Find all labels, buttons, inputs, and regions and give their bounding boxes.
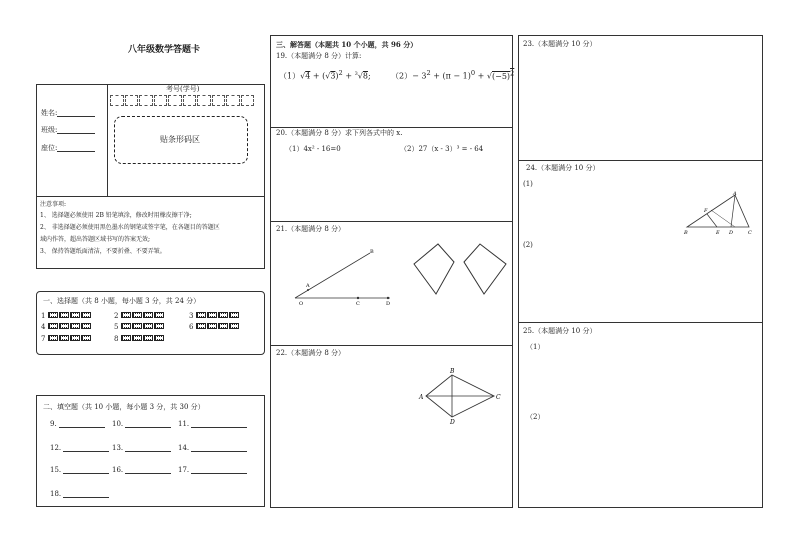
exam-number-cells[interactable] <box>110 95 255 106</box>
blank-line <box>125 445 171 452</box>
q24-part2: (2) <box>523 241 533 249</box>
q20-part2: （2）27（x - 3）³ = - 64 <box>400 145 484 153</box>
q22-heading: 22.（本题满分 8 分） <box>276 349 346 357</box>
label-C: C <box>496 394 501 401</box>
info-divider <box>107 84 108 197</box>
q21-angle-figure <box>290 245 400 305</box>
blank-line <box>191 445 247 452</box>
label-B: B <box>684 230 688 236</box>
blank-line <box>191 467 247 474</box>
exam-number-cell[interactable] <box>183 95 197 106</box>
choice-question: 8 <box>114 335 165 343</box>
answer-bubbles[interactable] <box>196 312 240 320</box>
name-line <box>57 110 95 117</box>
fill-section-title: 二、填空题（共 10 小题，每小题 3 分，共 30 分） <box>43 403 205 411</box>
answer-bubbles[interactable] <box>121 312 165 320</box>
exam-number-cell[interactable] <box>212 95 226 106</box>
class-field[interactable] <box>41 127 95 134</box>
q21-quadrilaterals-figure <box>412 240 508 298</box>
label-D: D <box>386 301 391 307</box>
label-E: E <box>716 230 720 236</box>
blank-line <box>191 421 247 428</box>
notes-line: 2、 非选择题必须使用黑色墨水的钢笔或签字笔，在各题目的答题区 <box>40 224 220 231</box>
page-title: 八年级数学答题卡 <box>128 45 201 55</box>
q24-part1: (1) <box>523 180 533 188</box>
q21-heading: 21.（本题满分 8 分） <box>276 225 346 233</box>
blank-line <box>63 491 109 498</box>
seat-label: 座位: <box>41 144 58 152</box>
answer-bubbles[interactable] <box>48 323 92 331</box>
q25-heading: 25.（本题满分 10 分） <box>523 327 597 335</box>
answer-bubbles[interactable] <box>196 323 240 331</box>
exam-number-cell[interactable] <box>226 95 240 106</box>
divider <box>518 322 763 323</box>
label-C: C <box>748 230 752 236</box>
choice-question: 4 <box>41 323 92 331</box>
label-F: F <box>704 208 708 214</box>
blank-item[interactable]: 9. <box>50 421 105 428</box>
q20-heading: 20.（本题满分 8 分）求下列各式中的 x. <box>276 129 403 137</box>
notes-heading: 注意事项: <box>40 201 67 208</box>
q20-part1: （1）4x² - 16=0 <box>285 145 341 153</box>
blank-line <box>125 467 171 474</box>
label-A: A <box>306 283 310 289</box>
exam-number-cell[interactable] <box>241 95 255 106</box>
exam-number-label: 考号(学号) <box>166 85 200 93</box>
q24-triangle-figure <box>683 191 755 235</box>
notes-line: 3、 保持答题纸面清洁，不要折叠、不要弄皱。 <box>40 248 166 255</box>
barcode-label: 贴条形码区 <box>160 135 200 144</box>
blank-line <box>59 421 105 428</box>
answer-column-right <box>518 35 763 508</box>
q22-rhombus-figure <box>418 366 504 426</box>
notes-line: 1、 选择题必须使用 2B 铅笔填涂，修改时用橡皮擦干净; <box>40 212 192 219</box>
choice-section-title: 一、选择题（共 8 小题，每小题 3 分，共 24 分） <box>43 297 201 305</box>
answer-bubbles[interactable] <box>121 335 165 343</box>
choice-question: 5 <box>114 323 165 331</box>
blank-item[interactable]: 15. <box>50 467 109 474</box>
blank-item[interactable]: 11. <box>178 421 247 428</box>
label-B: B <box>450 368 455 375</box>
choice-question: 6 <box>189 323 240 331</box>
q19-part1: $(1)√4 + (√3)^2 + ^3√8$; <box>279 69 371 81</box>
exam-number-cell[interactable] <box>154 95 168 106</box>
blank-item[interactable]: 16. <box>112 467 171 474</box>
q19-heading: 19.（本题满分 8 分）计算: <box>276 52 362 60</box>
label-D: D <box>450 419 455 426</box>
section3-title: 三、解答题（本题共 10 个小题，共 96 分） <box>276 40 418 49</box>
answer-bubbles[interactable] <box>48 335 92 343</box>
answer-bubbles[interactable] <box>48 312 92 320</box>
divider <box>270 345 513 346</box>
q25-part2: （2） <box>526 413 545 421</box>
divider <box>518 160 763 161</box>
class-label: 班级: <box>41 126 58 134</box>
notes-line: 域内作答，超出答题区域书写的答案无效; <box>40 236 151 243</box>
blank-line <box>125 421 171 428</box>
blank-item[interactable]: 10. <box>112 421 171 428</box>
notes-panel <box>36 196 265 269</box>
label-O: O <box>299 301 304 307</box>
seat-field[interactable] <box>41 145 95 152</box>
exam-number-cell[interactable] <box>110 95 124 106</box>
label-A: A <box>419 394 424 401</box>
q23-heading: 23.（本题满分 10 分） <box>523 40 597 48</box>
blank-item[interactable]: 12. <box>50 445 109 452</box>
q25-part1: （1） <box>526 343 545 351</box>
divider <box>270 127 513 128</box>
exam-number-cell[interactable] <box>125 95 139 106</box>
blank-item[interactable]: 13. <box>112 445 171 452</box>
label-A: A <box>733 191 737 197</box>
label-B: B <box>370 249 374 255</box>
exam-number-cell[interactable] <box>168 95 182 106</box>
q19-part2: $(2)- 3^2 + (\pi - 1)^0 + √(-5)^2$ <box>391 69 515 81</box>
blank-line <box>63 445 109 452</box>
blank-item[interactable]: 14. <box>178 445 247 452</box>
answer-bubbles[interactable] <box>121 323 165 331</box>
exam-number-cell[interactable] <box>197 95 211 106</box>
label-D: D <box>729 230 734 236</box>
q24-heading: 24.（本题满分 10 分） <box>526 164 600 172</box>
choice-question: 3 <box>189 312 240 320</box>
name-label: 姓名: <box>41 109 58 117</box>
choice-question: 7 <box>41 335 92 343</box>
seat-line <box>57 145 95 152</box>
class-line <box>57 127 95 134</box>
blank-line <box>63 467 109 474</box>
label-C: C <box>356 301 360 307</box>
choice-question: 1 <box>41 312 92 320</box>
exam-number-cell[interactable] <box>139 95 153 106</box>
divider <box>270 221 513 222</box>
blank-item[interactable]: 18. <box>50 491 109 498</box>
blank-item[interactable]: 17. <box>178 467 247 474</box>
name-field[interactable] <box>41 110 95 117</box>
choice-question: 2 <box>114 312 165 320</box>
